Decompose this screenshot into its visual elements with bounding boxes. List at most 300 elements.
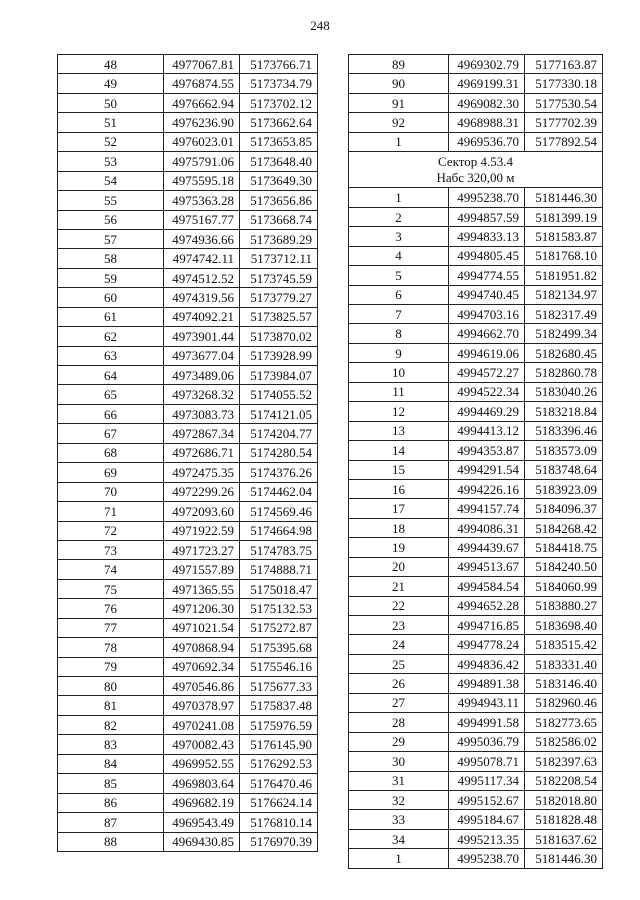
point-number-cell: 6: [349, 285, 449, 304]
point-number-cell: 83: [58, 735, 164, 754]
x-coordinate-cell: 4969952.55: [164, 754, 240, 773]
point-number-cell: 67: [58, 424, 164, 443]
x-coordinate-cell: 4970241.08: [164, 715, 240, 734]
x-coordinate-cell: 4976023.01: [164, 132, 240, 151]
point-number-cell: 75: [58, 579, 164, 598]
page-number: 248: [310, 18, 330, 33]
table-row: [349, 460, 603, 479]
y-coordinate-cell: 5175677.33: [240, 677, 318, 696]
y-coordinate-cell: 5183923.09: [525, 479, 603, 498]
point-number-cell: 16: [349, 479, 449, 498]
x-coordinate-cell: 4971365.55: [164, 579, 240, 598]
table-row: [58, 327, 318, 346]
x-coordinate-cell: 4994716.85: [449, 616, 525, 635]
point-number-cell: 74: [58, 560, 164, 579]
x-coordinate-cell: 4970082.43: [164, 735, 240, 754]
point-number-cell: 58: [58, 249, 164, 268]
x-coordinate-cell: 4974936.66: [164, 229, 240, 248]
x-coordinate-cell: 4994778.24: [449, 635, 525, 654]
x-coordinate-cell: 4975791.06: [164, 152, 240, 171]
point-number-cell: 55: [58, 191, 164, 210]
y-coordinate-cell: 5176624.14: [240, 793, 318, 812]
table-row: [349, 74, 603, 93]
table-row: [349, 596, 603, 615]
y-coordinate-cell: 5183331.40: [525, 654, 603, 673]
table-row: [349, 518, 603, 537]
point-number-cell: 21: [349, 577, 449, 596]
y-coordinate-cell: 5174783.75: [240, 540, 318, 559]
x-coordinate-cell: 4994353.87: [449, 441, 525, 460]
y-coordinate-cell: 5184096.37: [525, 499, 603, 518]
point-number-cell: 66: [58, 404, 164, 423]
coordinates-table-left-body: [58, 55, 318, 852]
table-row: [58, 657, 318, 676]
x-coordinate-cell: 4995036.79: [449, 732, 525, 751]
y-coordinate-cell: 5176145.90: [240, 735, 318, 754]
x-coordinate-cell: 4976874.55: [164, 74, 240, 93]
table-row: [349, 285, 603, 304]
coordinates-table-right-body-bottom: [349, 188, 603, 868]
x-coordinate-cell: 4994774.55: [449, 266, 525, 285]
x-coordinate-cell: 4976662.94: [164, 93, 240, 112]
point-number-cell: 20: [349, 557, 449, 576]
table-row: [349, 849, 603, 868]
point-number-cell: 68: [58, 443, 164, 462]
table-row: [349, 752, 603, 771]
table-row: [58, 540, 318, 559]
table-row: [58, 715, 318, 734]
table-row: [58, 249, 318, 268]
y-coordinate-cell: 5174888.71: [240, 560, 318, 579]
table-row: [349, 55, 603, 74]
point-number-cell: 25: [349, 654, 449, 673]
point-number-cell: 53: [58, 152, 164, 171]
y-coordinate-cell: 5182960.46: [525, 693, 603, 712]
y-coordinate-cell: 5184240.50: [525, 557, 603, 576]
table-row: [349, 732, 603, 751]
x-coordinate-cell: 4975363.28: [164, 191, 240, 210]
point-number-cell: 77: [58, 618, 164, 637]
sector-title: Сектор 4.53.4: [437, 154, 513, 170]
x-coordinate-cell: 4994891.38: [449, 674, 525, 693]
table-row: [58, 93, 318, 112]
x-coordinate-cell: 4975167.77: [164, 210, 240, 229]
x-coordinate-cell: 4994740.45: [449, 285, 525, 304]
point-number-cell: 19: [349, 538, 449, 557]
y-coordinate-cell: 5175976.59: [240, 715, 318, 734]
table-row: [349, 713, 603, 732]
table-row: [349, 305, 603, 324]
table-row: [58, 366, 318, 385]
table-row: [58, 210, 318, 229]
y-coordinate-cell: 5173984.07: [240, 366, 318, 385]
y-coordinate-cell: 5182208.54: [525, 771, 603, 790]
y-coordinate-cell: 5173702.12: [240, 93, 318, 112]
table-row: [58, 638, 318, 657]
x-coordinate-cell: 4971922.59: [164, 521, 240, 540]
point-number-cell: 71: [58, 502, 164, 521]
point-number-cell: 76: [58, 599, 164, 618]
table-row: [58, 268, 318, 287]
x-coordinate-cell: 4968988.31: [449, 113, 525, 132]
y-coordinate-cell: 5182586.02: [525, 732, 603, 751]
point-number-cell: 60: [58, 288, 164, 307]
table-row: [58, 832, 318, 851]
table-row: [349, 654, 603, 673]
table-row: [58, 502, 318, 521]
y-coordinate-cell: 5173825.57: [240, 307, 318, 326]
y-coordinate-cell: 5173779.27: [240, 288, 318, 307]
point-number-cell: 17: [349, 499, 449, 518]
x-coordinate-cell: 4975595.18: [164, 171, 240, 190]
y-coordinate-cell: 5175132.53: [240, 599, 318, 618]
table-row: [58, 774, 318, 793]
point-number-cell: 12: [349, 402, 449, 421]
y-coordinate-cell: 5173662.64: [240, 113, 318, 132]
point-number-cell: 88: [58, 832, 164, 851]
y-coordinate-cell: 5175018.47: [240, 579, 318, 598]
y-coordinate-cell: 5183146.40: [525, 674, 603, 693]
point-number-cell: 4: [349, 246, 449, 265]
point-number-cell: 82: [58, 715, 164, 734]
x-coordinate-cell: 4972475.35: [164, 463, 240, 482]
x-coordinate-cell: 4995238.70: [449, 188, 525, 207]
point-number-cell: 63: [58, 346, 164, 365]
y-coordinate-cell: 5174664.98: [240, 521, 318, 540]
x-coordinate-cell: 4972867.34: [164, 424, 240, 443]
point-number-cell: 5: [349, 266, 449, 285]
x-coordinate-cell: 4972299.26: [164, 482, 240, 501]
table-row: [58, 307, 318, 326]
table-row: [349, 616, 603, 635]
table-row: [58, 793, 318, 812]
y-coordinate-cell: 5182680.45: [525, 343, 603, 362]
y-coordinate-cell: 5182397.63: [525, 752, 603, 771]
point-number-cell: 13: [349, 421, 449, 440]
y-coordinate-cell: 5183515.42: [525, 635, 603, 654]
table-row: [58, 288, 318, 307]
point-number-cell: 22: [349, 596, 449, 615]
y-coordinate-cell: 5173712.11: [240, 249, 318, 268]
y-coordinate-cell: 5181399.19: [525, 207, 603, 226]
y-coordinate-cell: 5177530.54: [525, 93, 603, 112]
sector-header-row: [349, 152, 603, 188]
x-coordinate-cell: 4973268.32: [164, 385, 240, 404]
x-coordinate-cell: 4994439.67: [449, 538, 525, 557]
y-coordinate-cell: 5182773.65: [525, 713, 603, 732]
table-row: [349, 227, 603, 246]
x-coordinate-cell: 4994652.28: [449, 596, 525, 615]
sector-header-group: [349, 152, 603, 188]
y-coordinate-cell: 5182134.97: [525, 285, 603, 304]
y-coordinate-cell: 5183748.64: [525, 460, 603, 479]
x-coordinate-cell: 4994805.45: [449, 246, 525, 265]
sector-subtitle: Набс 320,00 м: [436, 169, 515, 185]
table-row: [349, 771, 603, 790]
y-coordinate-cell: 5182499.34: [525, 324, 603, 343]
y-coordinate-cell: 5174121.05: [240, 404, 318, 423]
point-number-cell: 79: [58, 657, 164, 676]
point-number-cell: 80: [58, 677, 164, 696]
x-coordinate-cell: 4971206.30: [164, 599, 240, 618]
point-number-cell: 31: [349, 771, 449, 790]
table-row: [349, 421, 603, 440]
x-coordinate-cell: 4994291.54: [449, 460, 525, 479]
y-coordinate-cell: 5183698.40: [525, 616, 603, 635]
point-number-cell: 64: [58, 366, 164, 385]
point-number-cell: 92: [349, 113, 449, 132]
point-number-cell: 56: [58, 210, 164, 229]
y-coordinate-cell: 5183396.46: [525, 421, 603, 440]
point-number-cell: 52: [58, 132, 164, 151]
table-row: [58, 521, 318, 540]
point-number-cell: 34: [349, 829, 449, 848]
x-coordinate-cell: 4973677.04: [164, 346, 240, 365]
x-coordinate-cell: 4995238.70: [449, 849, 525, 868]
table-row: [349, 324, 603, 343]
table-row: [349, 479, 603, 498]
y-coordinate-cell: 5173668.74: [240, 210, 318, 229]
x-coordinate-cell: 4994991.58: [449, 713, 525, 732]
point-number-cell: 23: [349, 616, 449, 635]
table-row: [58, 152, 318, 171]
y-coordinate-cell: 5175395.68: [240, 638, 318, 657]
point-number-cell: 28: [349, 713, 449, 732]
point-number-cell: 18: [349, 518, 449, 537]
coordinates-table-left: [57, 54, 318, 852]
point-number-cell: 1: [349, 849, 449, 868]
table-row: [349, 188, 603, 207]
y-coordinate-cell: 5173928.99: [240, 346, 318, 365]
table-row: [349, 343, 603, 362]
table-row: [58, 599, 318, 618]
y-coordinate-cell: 5174569.46: [240, 502, 318, 521]
x-coordinate-cell: 4971557.89: [164, 560, 240, 579]
point-number-cell: 59: [58, 268, 164, 287]
table-row: [349, 382, 603, 401]
table-row: [349, 93, 603, 112]
point-number-cell: 86: [58, 793, 164, 812]
y-coordinate-cell: 5174376.26: [240, 463, 318, 482]
y-coordinate-cell: 5181446.30: [525, 849, 603, 868]
table-row: [349, 829, 603, 848]
y-coordinate-cell: 5175272.87: [240, 618, 318, 637]
y-coordinate-cell: 5174462.04: [240, 482, 318, 501]
x-coordinate-cell: 4994619.06: [449, 343, 525, 362]
point-number-cell: 57: [58, 229, 164, 248]
x-coordinate-cell: 4994157.74: [449, 499, 525, 518]
x-coordinate-cell: 4969302.79: [449, 55, 525, 74]
x-coordinate-cell: 4995078.71: [449, 752, 525, 771]
table-row: [58, 385, 318, 404]
point-number-cell: 70: [58, 482, 164, 501]
x-coordinate-cell: 4974319.56: [164, 288, 240, 307]
table-row: [58, 346, 318, 365]
point-number-cell: 24: [349, 635, 449, 654]
y-coordinate-cell: 5177892.54: [525, 132, 603, 151]
point-number-cell: 81: [58, 696, 164, 715]
x-coordinate-cell: 4974512.52: [164, 268, 240, 287]
x-coordinate-cell: 4995152.67: [449, 790, 525, 809]
point-number-cell: 11: [349, 382, 449, 401]
table-row: [349, 441, 603, 460]
x-coordinate-cell: 4969082.30: [449, 93, 525, 112]
table-row: [58, 191, 318, 210]
table-row: [349, 693, 603, 712]
table-row: [349, 246, 603, 265]
table-row: [58, 443, 318, 462]
x-coordinate-cell: 4994857.59: [449, 207, 525, 226]
point-number-cell: 90: [349, 74, 449, 93]
point-number-cell: 72: [58, 521, 164, 540]
table-row: [58, 424, 318, 443]
point-number-cell: 50: [58, 93, 164, 112]
point-number-cell: 26: [349, 674, 449, 693]
point-number-cell: 33: [349, 810, 449, 829]
x-coordinate-cell: 4995117.34: [449, 771, 525, 790]
table-row: [349, 577, 603, 596]
table-row: [349, 266, 603, 285]
table-row: [349, 635, 603, 654]
x-coordinate-cell: 4970378.97: [164, 696, 240, 715]
table-row: [58, 754, 318, 773]
point-number-cell: 3: [349, 227, 449, 246]
point-number-cell: 73: [58, 540, 164, 559]
y-coordinate-cell: 5184268.42: [525, 518, 603, 537]
x-coordinate-cell: 4969430.85: [164, 832, 240, 851]
x-coordinate-cell: 4976236.90: [164, 113, 240, 132]
point-number-cell: 1: [349, 188, 449, 207]
point-number-cell: 32: [349, 790, 449, 809]
point-number-cell: 9: [349, 343, 449, 362]
point-number-cell: 7: [349, 305, 449, 324]
x-coordinate-cell: 4994572.27: [449, 363, 525, 382]
y-coordinate-cell: 5175837.48: [240, 696, 318, 715]
point-number-cell: 89: [349, 55, 449, 74]
table-row: [349, 557, 603, 576]
table-row: [349, 132, 603, 151]
x-coordinate-cell: 4995184.67: [449, 810, 525, 829]
table-row: [58, 74, 318, 93]
x-coordinate-cell: 4971021.54: [164, 618, 240, 637]
y-coordinate-cell: 5176810.14: [240, 813, 318, 832]
x-coordinate-cell: 4974742.11: [164, 249, 240, 268]
point-number-cell: 87: [58, 813, 164, 832]
y-coordinate-cell: 5173649.30: [240, 171, 318, 190]
y-coordinate-cell: 5173648.40: [240, 152, 318, 171]
x-coordinate-cell: 4994943.11: [449, 693, 525, 712]
point-number-cell: 69: [58, 463, 164, 482]
x-coordinate-cell: 4970868.94: [164, 638, 240, 657]
x-coordinate-cell: 4994836.42: [449, 654, 525, 673]
x-coordinate-cell: 4973901.44: [164, 327, 240, 346]
table-row: [58, 132, 318, 151]
table-row: [58, 229, 318, 248]
x-coordinate-cell: 4994513.67: [449, 557, 525, 576]
y-coordinate-cell: 5174280.54: [240, 443, 318, 462]
table-row: [58, 463, 318, 482]
x-coordinate-cell: 4972093.60: [164, 502, 240, 521]
table-row: [58, 482, 318, 501]
point-number-cell: 27: [349, 693, 449, 712]
table-row: [349, 499, 603, 518]
y-coordinate-cell: 5182860.78: [525, 363, 603, 382]
point-number-cell: 10: [349, 363, 449, 382]
point-number-cell: 30: [349, 752, 449, 771]
x-coordinate-cell: 4994662.70: [449, 324, 525, 343]
y-coordinate-cell: 5183880.27: [525, 596, 603, 615]
point-number-cell: 91: [349, 93, 449, 112]
table-row: [349, 674, 603, 693]
y-coordinate-cell: 5176970.39: [240, 832, 318, 851]
x-coordinate-cell: 4969536.70: [449, 132, 525, 151]
y-coordinate-cell: 5183040.26: [525, 382, 603, 401]
y-coordinate-cell: 5173745.59: [240, 268, 318, 287]
x-coordinate-cell: 4969803.64: [164, 774, 240, 793]
table-row: [58, 579, 318, 598]
y-coordinate-cell: 5184060.99: [525, 577, 603, 596]
y-coordinate-cell: 5181768.10: [525, 246, 603, 265]
point-number-cell: 54: [58, 171, 164, 190]
y-coordinate-cell: 5177163.87: [525, 55, 603, 74]
point-number-cell: 15: [349, 460, 449, 479]
x-coordinate-cell: 4973083.73: [164, 404, 240, 423]
x-coordinate-cell: 4994413.12: [449, 421, 525, 440]
table-row: [58, 735, 318, 754]
y-coordinate-cell: 5173870.02: [240, 327, 318, 346]
table-row: [349, 207, 603, 226]
point-number-cell: 2: [349, 207, 449, 226]
x-coordinate-cell: 4971723.27: [164, 540, 240, 559]
x-coordinate-cell: 4995213.35: [449, 829, 525, 848]
table-row: [58, 404, 318, 423]
x-coordinate-cell: 4994522.34: [449, 382, 525, 401]
x-coordinate-cell: 4994469.29: [449, 402, 525, 421]
point-number-cell: 51: [58, 113, 164, 132]
table-row: [349, 810, 603, 829]
x-coordinate-cell: 4994086.31: [449, 518, 525, 537]
y-coordinate-cell: 5173689.29: [240, 229, 318, 248]
coordinates-table-right-body-top: [349, 55, 603, 152]
x-coordinate-cell: 4969682.19: [164, 793, 240, 812]
table-row: [349, 402, 603, 421]
table-row: [58, 696, 318, 715]
x-coordinate-cell: 4969199.31: [449, 74, 525, 93]
x-coordinate-cell: 4970546.86: [164, 677, 240, 696]
x-coordinate-cell: 4994226.16: [449, 479, 525, 498]
table-row: [58, 55, 318, 74]
y-coordinate-cell: 5177330.18: [525, 74, 603, 93]
x-coordinate-cell: 4994833.13: [449, 227, 525, 246]
y-coordinate-cell: 5182018.80: [525, 790, 603, 809]
y-coordinate-cell: 5181637.62: [525, 829, 603, 848]
y-coordinate-cell: 5173766.71: [240, 55, 318, 74]
point-number-cell: 8: [349, 324, 449, 343]
point-number-cell: 62: [58, 327, 164, 346]
y-coordinate-cell: 5181446.30: [525, 188, 603, 207]
point-number-cell: 48: [58, 55, 164, 74]
x-coordinate-cell: 4994703.16: [449, 305, 525, 324]
table-row: [58, 677, 318, 696]
table-row: [58, 113, 318, 132]
point-number-cell: 85: [58, 774, 164, 793]
y-coordinate-cell: 5176470.46: [240, 774, 318, 793]
y-coordinate-cell: 5176292.53: [240, 754, 318, 773]
x-coordinate-cell: 4994584.54: [449, 577, 525, 596]
table-row: [58, 171, 318, 190]
point-number-cell: 1: [349, 132, 449, 151]
table-row: [58, 618, 318, 637]
